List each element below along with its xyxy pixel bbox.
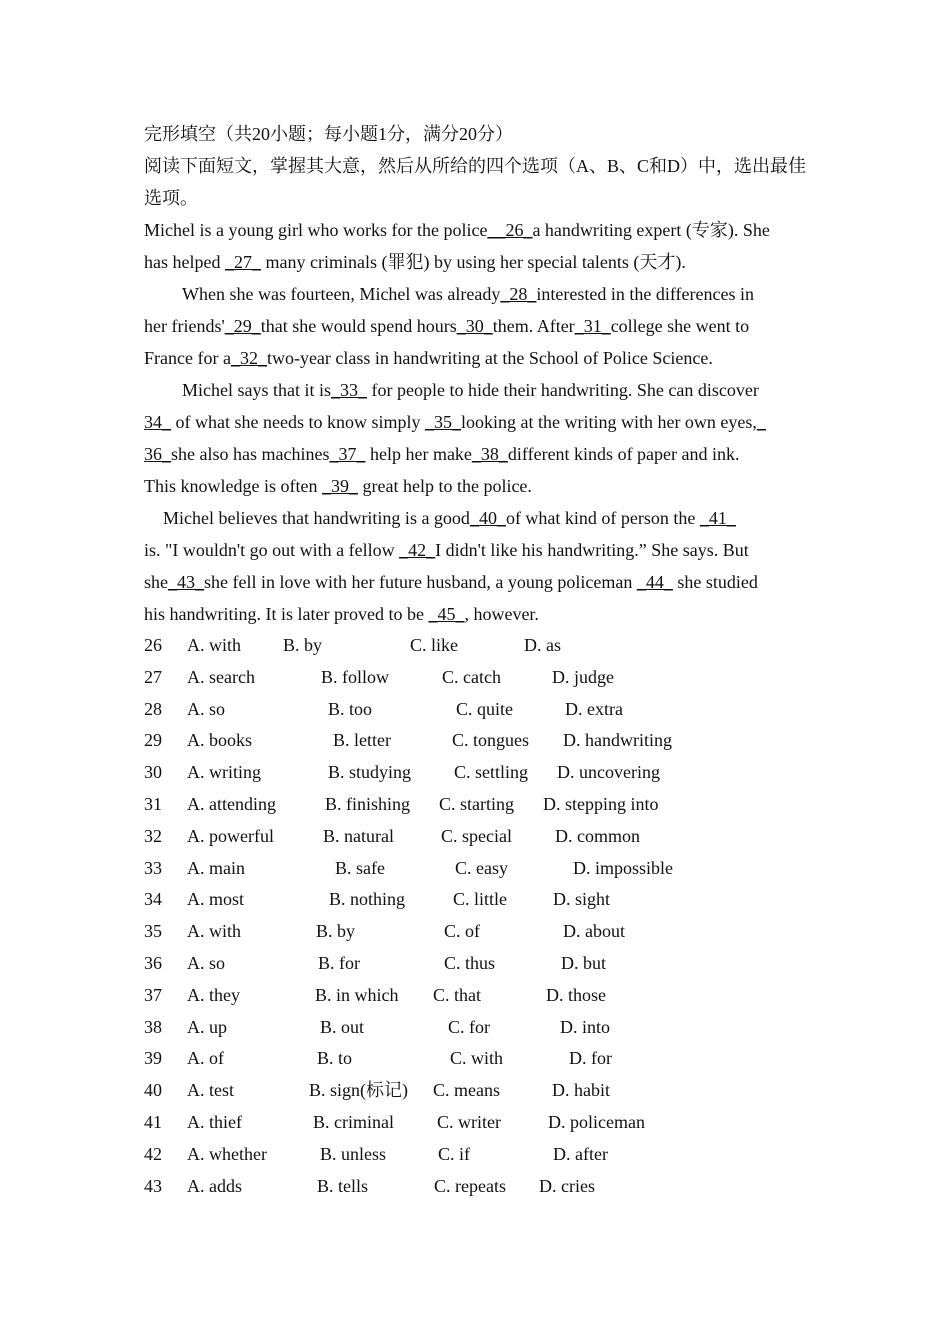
instructions: 阅读下面短文，掌握其大意，然后从所给的四个选项（A、B、C和D）中，选出最佳选项。 (144, 156, 807, 208)
question-number: 38 (144, 1016, 162, 1037)
question-number: 33 (144, 857, 162, 878)
question-row (144, 1075, 810, 1107)
passage-line (144, 246, 810, 278)
passage-text: college she went to (610, 316, 750, 336)
blank-number: 36_ (144, 444, 171, 464)
option-d: D. sight (553, 889, 611, 910)
passage-text: Michel says that it is (182, 380, 331, 400)
blank-number: _45_ (428, 604, 465, 624)
option-c: C. quite (456, 698, 513, 719)
passage-text: many criminals (罪犯) by using her special talents (天才). (260, 252, 686, 272)
option-d: D. as (524, 635, 561, 655)
passage-text: she also has machines (171, 444, 330, 464)
question-number: 41 (144, 1111, 162, 1132)
question-number: 29 (144, 730, 162, 751)
question-number: 36 (144, 952, 162, 973)
option-b: B. for (318, 952, 360, 973)
question-row (144, 725, 810, 757)
passage-text: This knowledge is often (144, 476, 322, 496)
option-b: B. to (317, 1048, 353, 1069)
question-row (144, 662, 810, 694)
question-row (144, 757, 810, 789)
question-row (144, 630, 810, 662)
option-b: B. unless (320, 1143, 387, 1164)
question-number: 30 (144, 762, 162, 783)
question-number: 40 (144, 1080, 162, 1101)
question-number: 37 (144, 984, 162, 1005)
option-b: B. finishing (325, 793, 411, 814)
blank-number: _42_ (399, 540, 436, 560)
question-number: 28 (144, 698, 162, 719)
option-a: A. attending (187, 793, 276, 814)
option-b: B. safe (335, 857, 385, 878)
passage-text: she (144, 572, 168, 592)
passage-line (144, 438, 810, 470)
question-row (144, 948, 810, 980)
passage-line (144, 502, 810, 534)
passage-line (144, 406, 810, 438)
question-number: 27 (144, 666, 162, 687)
option-c: C. little (453, 889, 507, 910)
blank-number: _41_ (699, 508, 736, 528)
option-a: A. powerful (187, 825, 274, 846)
option-d: D. impossible (573, 857, 674, 878)
option-d: D. stepping into (543, 793, 659, 814)
option-d: D. about (563, 921, 625, 942)
option-b: B. out (320, 1016, 365, 1037)
option-a: A. whether (187, 1143, 267, 1164)
option-c: C. of (444, 921, 480, 942)
option-d: D. but (561, 952, 606, 973)
option-d: D. those (546, 984, 606, 1005)
blank-number: _39_ (321, 476, 358, 496)
question-list (144, 630, 810, 1202)
option-d: D. for (569, 1048, 612, 1069)
passage-text: has helped (144, 252, 225, 272)
option-a: A. so (187, 952, 226, 973)
question-number: 35 (144, 921, 162, 942)
question-row (144, 789, 810, 821)
passage-text: I didn't like his handwriting.” She says. But (435, 540, 749, 560)
option-c: C. like (410, 635, 458, 655)
question-row (144, 1171, 810, 1203)
blank-number: _28_ (500, 284, 537, 304)
option-b: B. criminal (313, 1111, 394, 1132)
passage-line (144, 278, 810, 310)
option-d: D. into (560, 1016, 611, 1037)
question-number: 26 (144, 635, 162, 655)
passage-text: is. "I wouldn't go out with a fellow (144, 540, 400, 560)
passage-text: of what kind of person the (505, 508, 700, 528)
option-c: C. repeats (434, 1175, 506, 1196)
question-number: 42 (144, 1143, 162, 1164)
question-row (144, 980, 810, 1012)
passage-text: Michel believes that handwriting is a good (163, 508, 470, 528)
blank-number: __26_ (487, 220, 533, 240)
option-b: B. tells (317, 1175, 369, 1196)
blank-number: _44_ (636, 572, 673, 592)
question-number: 39 (144, 1048, 162, 1069)
question-row (144, 821, 810, 853)
document-page (144, 118, 810, 1202)
passage-text: her friends' (144, 316, 225, 336)
passage-text: help her make (365, 444, 472, 464)
option-d: D. handwriting (563, 730, 672, 751)
question-number: 31 (144, 793, 162, 814)
passage-text: for people to hide their handwriting. She can discover (366, 380, 759, 400)
option-c: C. catch (442, 666, 501, 687)
passage-line (144, 598, 810, 630)
option-c: C. tongues (452, 730, 530, 751)
passage-line (144, 214, 810, 246)
option-a: A. up (187, 1016, 227, 1037)
passage-line (144, 534, 810, 566)
option-d: D. policeman (548, 1111, 645, 1132)
option-d: D. after (553, 1143, 608, 1164)
passage-text: When she was fourteen, Michel was already (182, 284, 501, 304)
option-c: C. for (448, 1016, 490, 1037)
passage-line (144, 470, 810, 502)
option-a: A. most (187, 889, 245, 910)
question-row (144, 694, 810, 726)
option-d: D. cries (539, 1175, 595, 1196)
question-row (144, 1012, 810, 1044)
blank-number: _30_ (456, 316, 493, 336)
blank-number: _40_ (469, 508, 506, 528)
option-a: A. thief (187, 1111, 242, 1132)
option-a: A. of (187, 1048, 224, 1069)
passage-text: , however. (464, 604, 539, 624)
option-b: B. by (316, 921, 356, 942)
passage-text: looking at the writing with her own eyes, (460, 412, 757, 432)
option-b: B. nothing (329, 889, 406, 910)
blank-number: _43_ (168, 572, 204, 592)
passage-text: great help to the police. (357, 476, 532, 496)
option-c: C. if (438, 1143, 471, 1164)
option-a: A. with (187, 635, 241, 655)
passage-text: them. After (492, 316, 575, 336)
option-c: C. that (433, 984, 481, 1005)
passage-line (144, 310, 810, 342)
passage-text: Michel is a young girl who works for the police (144, 220, 488, 240)
passage-line (144, 566, 810, 598)
passage-text: interested in the differences in (536, 284, 754, 304)
passage-text: France for a (144, 348, 231, 368)
passage-text: of what she needs to know simply (171, 412, 425, 432)
question-row (144, 853, 810, 885)
option-b: B. by (283, 635, 323, 655)
blank-number: _29_ (224, 316, 261, 336)
option-a: A. main (187, 857, 245, 878)
question-row (144, 916, 810, 948)
option-c: C. with (450, 1048, 504, 1069)
question-row (144, 1107, 810, 1139)
blank-number: _33_ (330, 380, 367, 400)
option-a: A. writing (187, 762, 261, 783)
option-b: B. sign(标记) (309, 1080, 408, 1101)
question-number: 32 (144, 825, 162, 846)
option-d: D. habit (552, 1080, 610, 1101)
question-row (144, 1139, 810, 1171)
passage-text: she fell in love with her future husband, a young policeman (204, 572, 637, 592)
option-c: C. writer (437, 1111, 501, 1132)
blank-number: _35_ (424, 412, 461, 432)
option-b: B. natural (323, 825, 394, 846)
blank-number: _37_ (329, 444, 366, 464)
question-row (144, 1043, 810, 1075)
passage-line (144, 342, 810, 374)
option-b: B. follow (321, 666, 390, 687)
option-a: A. so (187, 698, 226, 719)
passage-text: she studied (672, 572, 758, 592)
option-b: B. studying (328, 762, 412, 783)
passage-text: a handwriting expert (专家). She (532, 220, 770, 240)
question-number: 43 (144, 1175, 162, 1196)
blank-number: _27_ (224, 252, 261, 272)
passage-line (144, 374, 810, 406)
option-a: A. test (187, 1080, 234, 1101)
blank-number: _31_ (574, 316, 611, 336)
option-a: A. books (187, 730, 253, 751)
option-a: A. they (187, 984, 240, 1005)
passage-text: two-year class in handwriting at the School of Police Science. (266, 348, 713, 368)
passage (144, 214, 810, 630)
blank-number: 34_ (144, 412, 171, 432)
question-row (144, 884, 810, 916)
option-b: B. letter (333, 730, 391, 751)
option-d: D. common (555, 825, 640, 846)
option-a: A. with (187, 921, 241, 942)
option-b: B. too (328, 698, 373, 719)
option-b: B. in which (315, 984, 399, 1005)
option-c: C. settling (454, 762, 529, 783)
passage-text: his handwriting. It is later proved to be (144, 604, 429, 624)
blank-number: _ (756, 412, 766, 432)
blank-number: _32_ (230, 348, 267, 368)
passage-text: that she would spend hours (260, 316, 457, 336)
option-c: C. starting (439, 793, 514, 814)
question-number: 34 (144, 889, 162, 910)
option-a: A. search (187, 666, 255, 687)
option-c: C. easy (455, 857, 508, 878)
section-title: 完形填空（共20小题；每小题1分，满分20分） (144, 124, 513, 144)
option-d: D. uncovering (557, 762, 660, 783)
option-c: C. means (433, 1080, 500, 1101)
option-c: C. thus (444, 952, 496, 973)
option-d: D. judge (552, 666, 614, 687)
option-d: D. extra (565, 698, 623, 719)
blank-number: _38_ (471, 444, 508, 464)
option-c: C. special (441, 825, 512, 846)
passage-text: different kinds of paper and ink. (507, 444, 740, 464)
option-a: A. adds (187, 1175, 242, 1196)
